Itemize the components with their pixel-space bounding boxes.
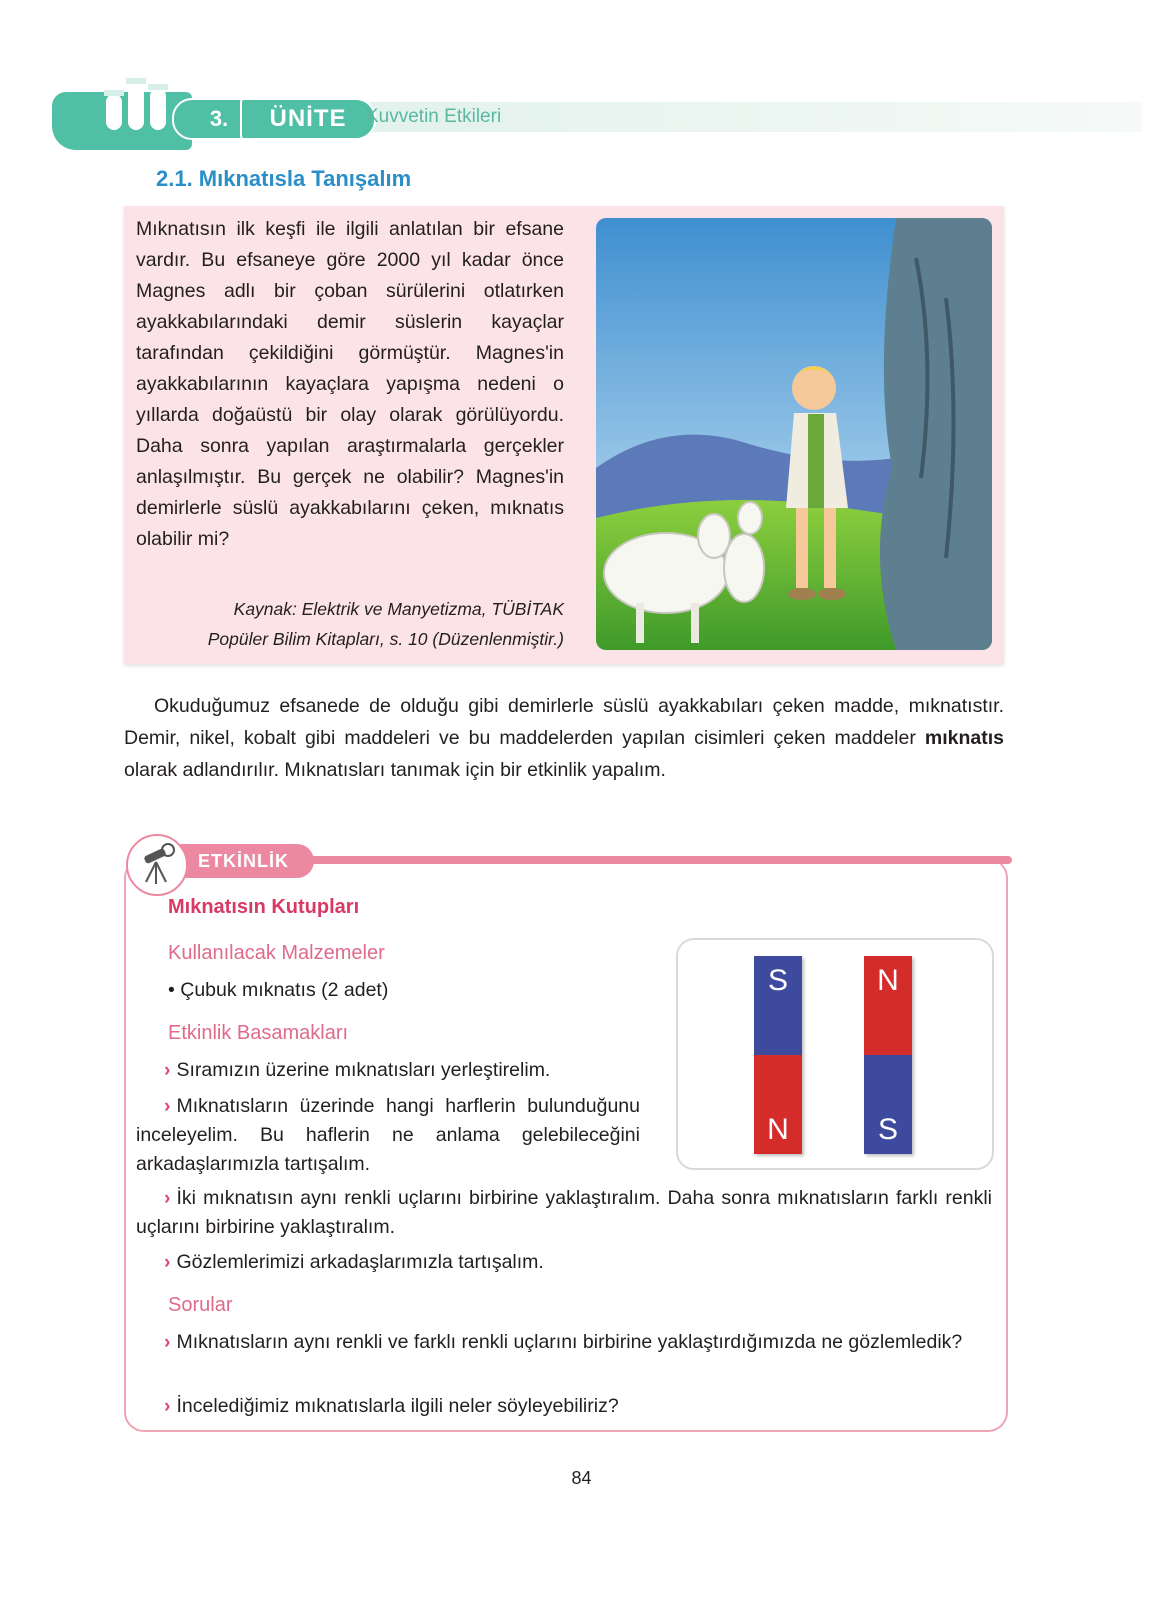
unit-label: ÜNİTE [240, 98, 376, 140]
step-3 [136, 1184, 992, 1242]
magnet-1-top-label: S [767, 964, 788, 997]
question-2 [136, 1392, 992, 1421]
source-line-1: Kaynak: Elektrik ve Manyetizma, TÜBİTAK [233, 599, 564, 619]
step-arrow-icon: › [164, 1187, 171, 1209]
step-4-text: Gözlemlerimizi arkadaşlarımızla tartışalım. [176, 1251, 544, 1273]
magnet-2-bottom-pole [864, 1055, 912, 1154]
question-2-text: İncelediğimiz mıknatıslarla ilgili neler söyleyebiliriz? [176, 1395, 619, 1417]
magnet-1-bottom-label: N [767, 1113, 789, 1146]
magnet-2-top-pole [864, 956, 912, 1055]
magnet-1-bottom-pole [754, 1055, 802, 1154]
bar-magnet-2 [864, 956, 912, 1154]
activity-top-line [300, 856, 1012, 864]
page-number: 84 [571, 1468, 592, 1488]
material-item: • Çubuk mıknatıs (2 adet) [168, 979, 389, 1001]
activity-badge: ETKİNLİK [178, 844, 314, 878]
step-arrow-icon: › [164, 1251, 171, 1273]
step-3-text: İki mıknatısın aynı renkli uçlarını birbirine yaklaştıralım. Daha sonra mıknatısların farklı renkli uçlarını birbirine yaklaştıralım. [136, 1187, 992, 1238]
magnet-1-top-pole [754, 956, 802, 1055]
intro-bold-term: mıknatıs [924, 727, 1004, 749]
step-4 [136, 1248, 992, 1277]
step-2-text: Mıknatısların üzerinde hangi harflerin bulunduğunu inceleyelim. Bu haflerin ne anlama gelebileceğini arkadaşlarımızla tartışalım. [136, 1095, 640, 1175]
questions-heading: Sorular [168, 1294, 233, 1316]
story-text: Mıknatısın ilk keşfi ile ilgili anlatılan bir efsane vardır. Bu efsaneye göre 2000 yıl kadar önce Magnes adlı bir çoban sürülerini otlatırken ayakkabılarındaki demir süslerin kayaçlar tarafından çekildiğini görmüştür. Magnes'in ayakkabılarının kayaçlara yapışma nedeni o yıllarda doğaüstü bir olay olarak görülüyordu. Daha sonra yapılan araştırmalarla gerçekler anlaşılmıştır. Bu gerçek ne olabilir? Magnes'in demirlerle süslü ayakkabılarını çeken, mıknatıs olabilir mi? [136, 218, 564, 550]
question-1-text: Mıknatısların aynı renkli ve farklı renkli uçlarını birbirine yaklaştırdığımızda ne gözlemledik? [176, 1331, 963, 1353]
telescope-icon [128, 836, 186, 894]
step-1 [136, 1056, 646, 1085]
steps-heading: Etkinlik Basamakları [168, 1022, 349, 1044]
activity-circle [126, 834, 188, 896]
story-source [136, 594, 564, 654]
source-line-2: Popüler Bilim Kitapları, s. 10 (Düzenlenmiştir.) [207, 629, 564, 649]
intro-paragraph [124, 690, 1004, 786]
unit-number: 3. [172, 98, 266, 140]
question-1 [136, 1328, 992, 1357]
step-1-text: Sıramızın üzerine mıknatısları yerleştirelim. [176, 1059, 551, 1081]
question-arrow-icon: › [164, 1331, 171, 1353]
magnet-figure-frame [676, 938, 994, 1170]
rock-cliff [880, 218, 992, 650]
step-arrow-icon: › [164, 1059, 171, 1081]
materials-heading: Kullanılacak Malzemeler [168, 942, 385, 964]
unit-header [52, 92, 1142, 150]
intro-text-1: Okuduğumuz efsanede de olduğu gibi demirlerle süslü ayakkabıları çeken madde, mıknatıstır. Demir, nikel, kobalt gibi maddeleri ve bu maddelerden yapılan cisimleri çeken maddeler [124, 695, 1004, 749]
bar-magnet-1 [754, 956, 802, 1154]
intro-text-2: olarak adlandırılır. Mıknatısları tanımak için bir etkinlik yapalım. [124, 759, 666, 781]
question-arrow-icon: › [164, 1395, 171, 1417]
magnet-2-bottom-label: S [877, 1113, 898, 1146]
step-2 [136, 1092, 640, 1179]
unit-title: Kuvvetin Etkileri [366, 106, 502, 127]
activity-title: Mıknatısın Kutupları [168, 896, 360, 918]
shepherd-illustration [596, 218, 992, 650]
magnet-2-top-label: N [877, 964, 899, 997]
section-title: 2.1. Mıknatısla Tanışalım [156, 166, 412, 191]
step-arrow-icon: › [164, 1095, 171, 1117]
